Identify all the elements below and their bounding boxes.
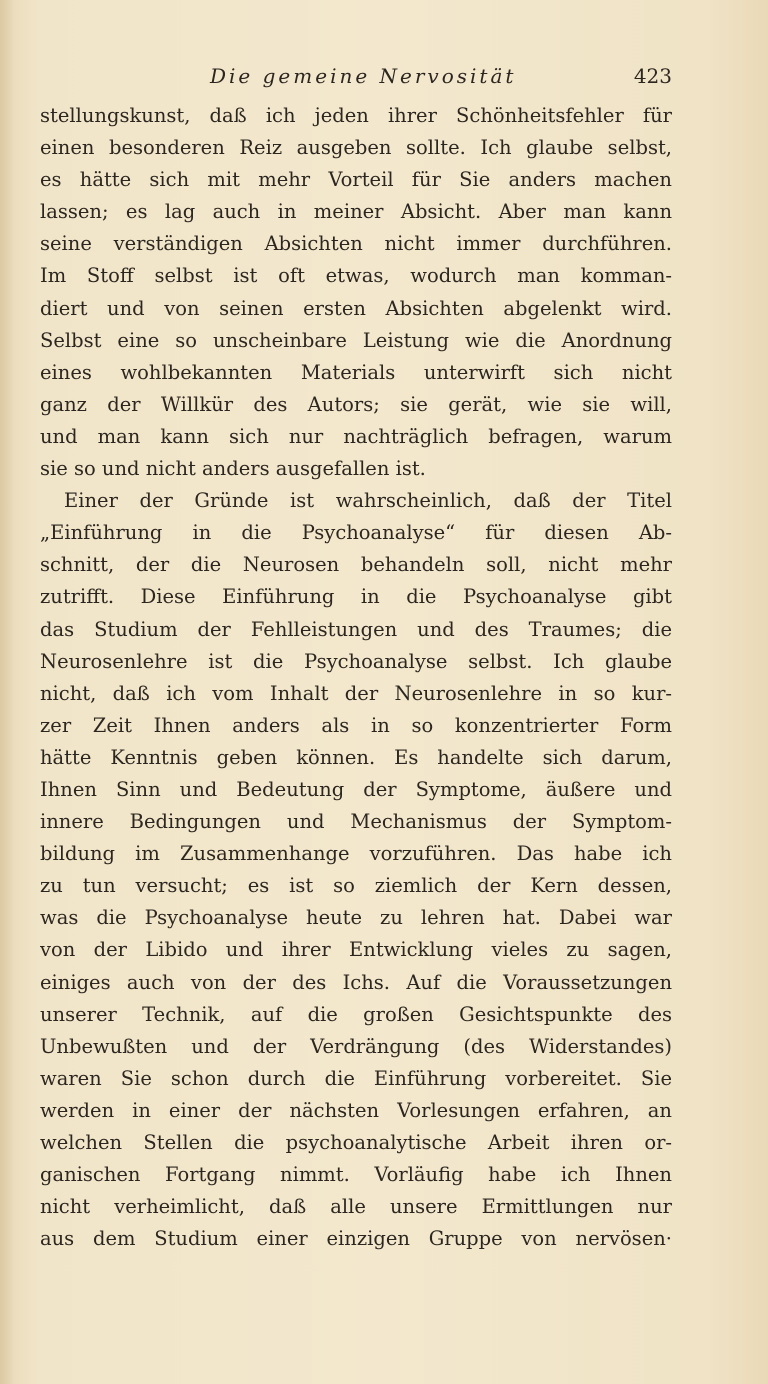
text-line: aus dem Studium einer einzigen Gruppe von nervösen· <box>40 1227 672 1251</box>
text-line: hätte Kenntnis geben können. Es handelte sich darum, <box>40 745 672 769</box>
body-text <box>40 100 672 1255</box>
text-line: „Einführung in die Psychoanalyse“ für diesen Ab- <box>40 521 672 545</box>
text-line: nicht, daß ich vom Inhalt der Neurosenlehre in so kur- <box>40 681 672 705</box>
running-head <box>40 60 672 92</box>
text-line: einiges auch von der des Ichs. Auf die Voraussetzungen <box>40 970 672 994</box>
text-line: einen besonderen Reiz ausgeben sollte. Ich glaube selbst, <box>40 136 672 160</box>
text-line: seine verständigen Absichten nicht immer durchführen. <box>40 232 672 256</box>
text-line: werden in einer der nächsten Vorlesungen erfahren, an <box>40 1098 672 1122</box>
text-line: was die Psychoanalyse heute zu lehren hat. Dabei war <box>40 906 672 930</box>
text-line: diert und von seinen ersten Absichten abgelenkt wird. <box>40 296 672 320</box>
paragraph-end-line: sie so und nicht anders ausgefallen ist. <box>40 457 426 481</box>
text-line: das Studium der Fehlleistungen und des Traumes; die <box>40 617 672 641</box>
text-line: und man kann sich nur nachträglich befragen, warum <box>40 424 672 448</box>
text-line: ganz der Willkür des Autors; sie gerät, wie sie will, <box>40 392 672 416</box>
text-line: innere Bedingungen und Mechanismus der Symptom- <box>40 810 672 834</box>
text-line: schnitt, der die Neurosen behandeln soll, nicht mehr <box>40 553 672 577</box>
text-line: Neurosenlehre ist die Psychoanalyse selbst. Ich glaube <box>40 649 672 673</box>
text-line: von der Libido und ihrer Entwicklung vieles zu sagen, <box>40 938 672 962</box>
text-line: unserer Technik, auf die großen Gesichtspunkte des <box>40 1002 672 1026</box>
page-number: 423 <box>633 64 672 88</box>
text-line: zu tun versucht; es ist so ziemlich der Kern dessen, <box>40 874 672 898</box>
text-line: waren Sie schon durch die Einführung vorbereitet. Sie <box>40 1066 672 1090</box>
paragraph-start-line: Einer der Gründe ist wahrscheinlich, daß der Titel <box>64 489 672 513</box>
text-line: welchen Stellen die psychoanalytische Arbeit ihren or- <box>40 1131 672 1154</box>
text-line: zutrifft. Diese Einführung in die Psychoanalyse gibt <box>40 585 672 609</box>
text-line: Selbst eine so unscheinbare Leistung wie die Anordnung <box>40 328 672 352</box>
text-line: Im Stoff selbst ist oft etwas, wodurch man komman- <box>40 264 672 288</box>
text-line: eines wohlbekannten Materials unterwirft sich nicht <box>40 360 672 384</box>
text-line: zer Zeit Ihnen anders als in so konzentrierter Form <box>40 713 672 737</box>
running-title: Die gemeine Nervosität <box>210 64 517 88</box>
text-line: lassen; es lag auch in meiner Absicht. Aber man kann <box>40 200 672 224</box>
text-line: Ihnen Sinn und Bedeutung der Symptome, äußere und <box>40 777 672 801</box>
text-line: Unbewußten und der Verdrängung (des Widerstandes) <box>40 1034 672 1058</box>
text-line: es hätte sich mit mehr Vorteil für Sie anders machen <box>40 168 672 192</box>
text-line: bildung im Zusammenhange vorzuführen. Das habe ich <box>40 842 672 866</box>
text-line: nicht verheimlicht, daß alle unsere Ermittlungen nur <box>40 1195 672 1219</box>
text-line: ganischen Fortgang nimmt. Vorläufig habe ich Ihnen <box>40 1163 672 1187</box>
page-gutter-shadow <box>0 0 14 1384</box>
text-line: stellungskunst, daß ich jeden ihrer Schönheitsfehler für <box>40 104 672 127</box>
